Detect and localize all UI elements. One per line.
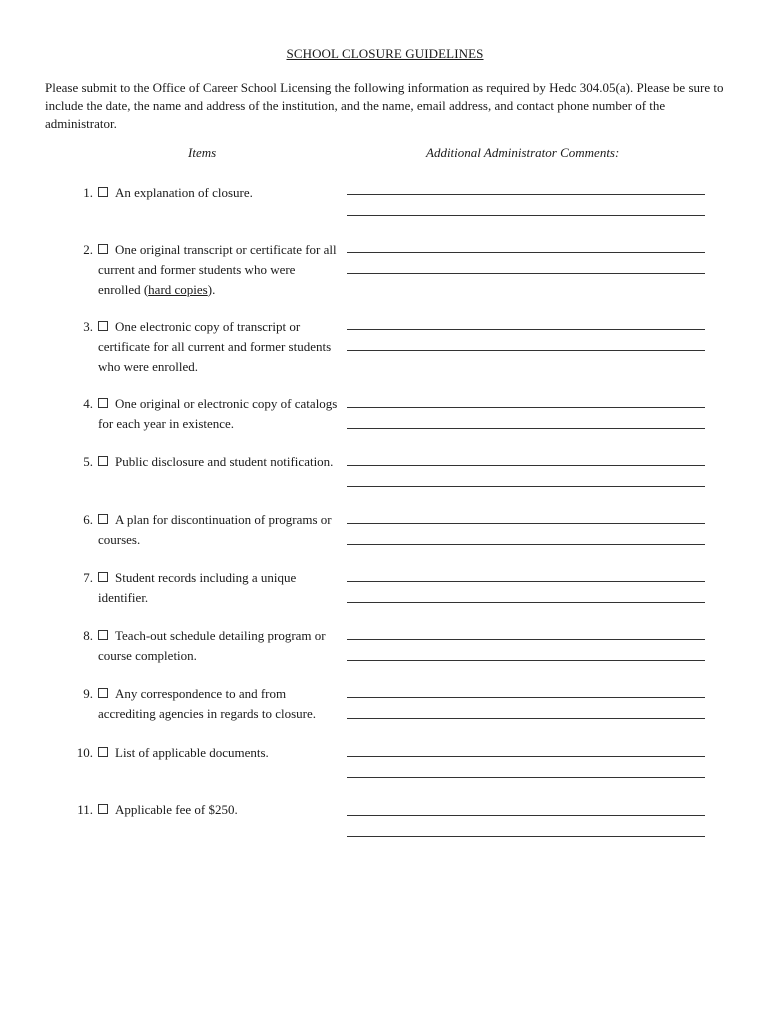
item-number: 9. (83, 686, 93, 701)
item-text: One original or electronic copy of catalogs for each year in existence. (98, 396, 338, 431)
comments-column-header: Additional Administrator Comments: (426, 145, 620, 160)
item-number: 6. (83, 512, 93, 527)
item-text: An explanation of closure. (115, 185, 253, 200)
item-text: Student records including a unique identifier. (98, 570, 297, 605)
item-number: 11. (77, 802, 93, 817)
comment-line[interactable] (347, 428, 705, 429)
comment-line[interactable] (347, 544, 705, 545)
page-title: SCHOOL CLOSURE GUIDELINES (286, 46, 484, 61)
item-text: One original transcript or certificate for all current and former students who were enrolled (hard copies). (98, 242, 337, 297)
item-text: Any correspondence to and from accrediting agencies in regards to closure. (98, 686, 317, 721)
comment-line[interactable] (347, 660, 705, 661)
comment-line[interactable] (347, 815, 705, 816)
item-number: 10. (76, 745, 93, 760)
comment-line[interactable] (347, 581, 705, 582)
comment-line[interactable] (347, 252, 705, 253)
item-text: List of applicable documents. (115, 745, 269, 760)
comment-line[interactable] (347, 273, 705, 274)
intro-paragraph: Please submit to the Office of Career School Licensing the following information as required by Hedc 304.05(a). Please be sure to include the date, the name and address of the institution, and the name, email address, and contact phone number of the administrator. (45, 80, 724, 131)
item-number: 8. (83, 628, 93, 643)
comment-line[interactable] (347, 407, 705, 408)
comment-line[interactable] (347, 697, 705, 698)
comment-line[interactable] (347, 215, 705, 216)
item-number: 1. (83, 185, 93, 200)
comment-line[interactable] (347, 486, 705, 487)
item-text: Applicable fee of $250. (115, 802, 238, 817)
item-text: Teach-out schedule detailing program or course completion. (98, 628, 326, 663)
comment-line[interactable] (347, 639, 705, 640)
comment-line[interactable] (347, 777, 705, 778)
hard-copies-underlined: hard copies (148, 282, 208, 297)
comment-line[interactable] (347, 194, 705, 195)
item-number: 7. (83, 570, 93, 585)
item-number: 4. (83, 396, 93, 411)
item-number: 2. (83, 242, 93, 257)
comment-line[interactable] (347, 329, 705, 330)
item-text: A plan for discontinuation of programs or courses. (98, 512, 332, 547)
item-number: 5. (83, 454, 93, 469)
comment-line[interactable] (347, 602, 705, 603)
comment-line[interactable] (347, 523, 705, 524)
comment-line[interactable] (347, 350, 705, 351)
items-column-header: Items (188, 145, 217, 160)
comment-line[interactable] (347, 756, 705, 757)
comment-line[interactable] (347, 465, 705, 466)
item-number: 3. (83, 319, 93, 334)
item-text: Public disclosure and student notification. (115, 454, 334, 469)
item-text: One electronic copy of transcript or certificate for all current and former students who were enrolled. (98, 319, 332, 374)
comment-line[interactable] (347, 718, 705, 719)
comment-line[interactable] (347, 836, 705, 837)
